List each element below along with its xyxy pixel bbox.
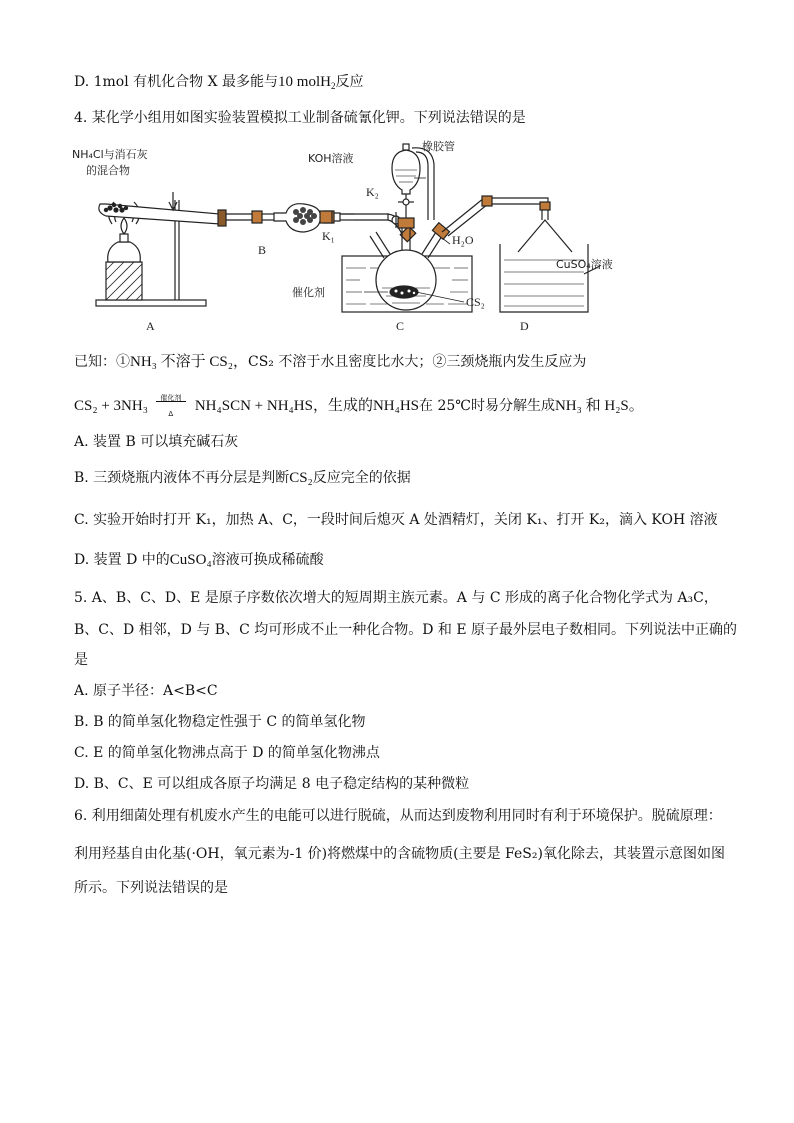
q6-line-1: 6. 利用细菌处理有机废水产生的电能可以进行脱硫，从而达到废物利用同时有利于环境保护。脱硫原理： xyxy=(74,808,722,824)
q5-line-2: B、C、D 相邻，D 与 B、C 均可形成不止一种化合物。D 和 E 原子最外层电子数相同。下列说法中正确的 xyxy=(74,622,738,638)
label-catalyst: 催化剂 xyxy=(292,286,325,299)
q3-option-d-suffix: 反应 xyxy=(335,74,364,90)
label-b: B xyxy=(258,243,267,257)
apparatus-a xyxy=(96,192,274,306)
q4-known-1a: NH₃ 不溶于 CS₂， xyxy=(130,354,248,370)
q4-option-b-chem: CS₂ xyxy=(289,470,313,486)
q6-line-3: 所示。下列说法错误的是 xyxy=(74,880,228,896)
q4-known-1b: CS₂ 不溶于水且密度比水大；②三颈烧瓶内发生反应为 xyxy=(247,354,587,370)
q4-eq-catalyst: 催化剂 xyxy=(160,394,182,402)
q4-option-c: C. 实验开始时打开 K₁，加热 A、C，一段时间后熄灭 A 处酒精灯，关闭 K₁、打开 K₂，滴入 KOH 溶液 xyxy=(74,512,718,528)
q4-known-line xyxy=(74,352,586,372)
q3-option-d-prefix: D. 1mol 有机化合物 X 最多能与 xyxy=(74,74,279,90)
q4-eq-products: NH₃ 和 H₂S。 xyxy=(554,398,644,414)
q4-eq-right: NH₄SCN + NH₄HS，生成的 xyxy=(194,398,373,414)
label-rubber-tube: 橡胶管 xyxy=(422,140,455,153)
label-k1: K₁ xyxy=(322,229,335,243)
apparatus-d xyxy=(500,198,600,312)
q4-option-b xyxy=(74,468,411,488)
q6-line-2: 利用羟基自由化基(·OH，氧元素为-1 价)将燃煤中的含硫物质(主要是 FeS₂)氧化除去，其装置示意图如图 xyxy=(74,846,725,862)
q4-equation-line xyxy=(74,394,644,416)
q4-option-b-pre: B. 三颈烧瓶内液体不再分层是判断 xyxy=(74,470,290,486)
label-cs2: CS₂ xyxy=(466,295,485,309)
label-c: C xyxy=(396,319,405,333)
q5-option-d: D. B、C、E 可以组成各原子均满足 8 电子稳定结构的某种微粒 xyxy=(74,776,470,792)
q5-line-3: 是 xyxy=(74,652,88,668)
q4-option-d xyxy=(74,550,324,570)
reversible-arrow-icon xyxy=(152,394,190,418)
q4-option-a: A. 装置 B 可以填充碱石灰 xyxy=(74,434,239,450)
q5-line-1: 5. A、B、C、D、E 是原子序数依次增大的短周期主族元素。A 与 C 形成的离子化合物化学式为 A₃C， xyxy=(74,590,718,606)
q4-eq-left: CS₂ + 3NH₃ xyxy=(74,398,148,414)
q4-eq-mid: NH₄HS xyxy=(372,398,420,414)
q4-known-prefix: 已知：① xyxy=(74,354,130,370)
label-a: A xyxy=(146,319,155,333)
apparatus-c xyxy=(342,144,522,312)
q4-option-d-chem: CuSO₄ xyxy=(169,552,212,568)
q3-option-d-amount: 10 molH$_2$ xyxy=(278,74,336,91)
q5-option-b: B. B 的简单氢化物稳定性强于 C 的简单氢化物 xyxy=(74,714,366,730)
label-nh4cl-mixture-2: 的混合物 xyxy=(86,164,130,177)
label-koh-solution: KOH溶液 xyxy=(308,152,354,165)
q4-eq-text: 在 25℃时易分解生成 xyxy=(419,398,555,414)
q4-option-d-post: 溶液可换成稀硫酸 xyxy=(211,552,324,568)
label-cuso4-solution: CuSO₄溶液 xyxy=(556,258,613,271)
label-h2o: H₂O xyxy=(452,233,474,247)
label-nh4cl-mixture-1: NH₄Cl与消石灰 xyxy=(72,148,148,161)
label-d: D xyxy=(520,319,529,333)
apparatus-diagram xyxy=(70,140,650,340)
apparatus-b xyxy=(274,204,416,242)
q3-option-d xyxy=(74,72,363,92)
q4-option-d-pre: D. 装置 D 中的 xyxy=(74,552,170,568)
q4-stem: 4. 某化学小组用如图实验装置模拟工业制备硫氰化钾。下列说法错误的是 xyxy=(74,110,526,126)
q5-option-c: C. E 的简单氢化物沸点高于 D 的简单氢化物沸点 xyxy=(74,745,380,761)
q4-option-b-post: 反应完全的依据 xyxy=(312,470,411,486)
label-k2: K₂ xyxy=(366,185,379,199)
q4-eq-delta: Δ xyxy=(168,410,174,418)
q5-option-a: A. 原子半径：A<B<C xyxy=(74,683,218,699)
